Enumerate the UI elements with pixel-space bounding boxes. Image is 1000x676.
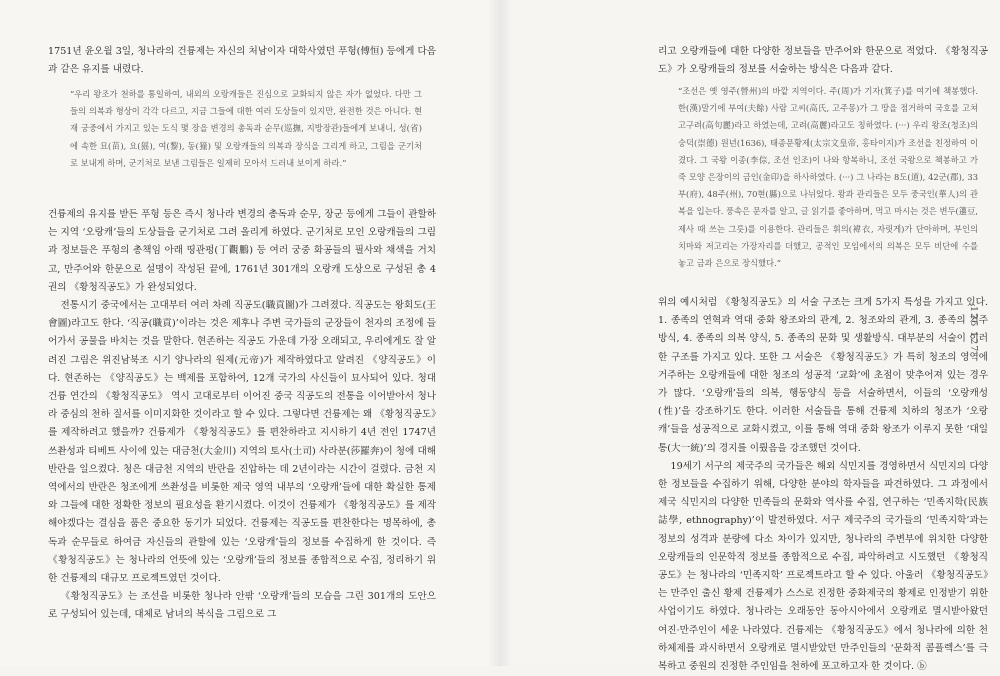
right-intro-text: 리고 오랑캐들에 대한 다양한 정보들을 만주어와 한문으로 적었다. 《황청직공도》가 오랑캐들의 정보를 서술하는 방식은 다음과 같다. [658, 46, 988, 76]
right-paragraph-1: 위의 예시처럼 《황청직공도》의 서술 구조는 크게 5가지 특성을 가지고 있다. 1. 종족의 연혁과 역대 중화 왕조와의 관계, 2. 청조와의 관계, 3. 종족의 거주 방식, 4. 종족의 의복 양식, 5. 종족의 문화 및 생활방식. 대부분의 서술이 이러한 구조를 가지고 있다. 또한 그 서술은 《황청직공도》가 특히 청조의 영역에 거주하는 오랑캐들에 대한 청조의 성공적 ‘교화’에 초점이 맞추어져 있는 경우가 많다. ‘오랑캐’들의 의복, 행동양식 등을 서술하면서, 이들의 ‘오랑캐성(性)’을 강조하기도 한다. 이러한 서술들을 통해 건륭제 치하의 청조가 ‘오랑캐’들을 성공적으로 교화시켰고, 이를 통해 역대 중화 왕조가 이루지 못한 ‘대일통(大一統)’의 경지를 이뤘음을 강조했던 것이다. [658, 297, 988, 454]
left-page [0, 0, 500, 666]
left-intro-text: 1751년 윤오월 3일, 청나라의 건륭제는 자신의 처남이자 대학사였던 푸헝(傅恒) 등에게 다음과 같은 유지를 내렸다. [48, 46, 436, 76]
left-block-quote: “우리 왕조가 천하를 통일하여, 내외의 오랑캐들은 진심으로 교화되지 않은 자가 없었다. 다만 그들의 의복과 형상이 각각 다르고, 지금 그들에 대한 여러 도상들이 있지만, 완전한 것은 아니다. 현재 궁중에서 가지고 있는 도식 몇 장을 변경의 총독과 순무(巡撫, 지방장관)들에게 보내니, 성(省)에 속한 묘(苗), 요(猺), 여(黎), 동(獞) 및 오랑캐들의 의복과 장식을 그리게 하고, 그림을 군기처로 보내게 하며, 군기처로 보낸 그림들은 일제히 모아서 드러내 보이게 하라.” [70, 89, 422, 168]
left-paragraph-2: 전통시기 중국에서는 고대부터 여러 차례 직공도(職貢圖)가 그려졌다. 직공도는 왕회도(王會圖)라고도 한다. ‘직공(職貢)’이라는 것은 제후나 주변 국가들의 군장들이 천자의 조정에 들어가서 공물을 바치는 것을 말한다. 현존하는 직공도 가운데 가장 오래되고, 우리에게도 잘 알려진 그림은 위진남북조 시기 양나라의 원제(元帝)가 제작하였다고 알려진 《양직공도》이다. 현존하는 《양직공도》는 백제를 포함하여, 12개 국가의 사신들이 묘사되어 있다. 청대 건륭 연간의 《황청직공도》 역시 고대로부터 이어진 중국 직공도의 전통을 이어받아서 청나라 중심의 천하 질서를 이미지화한 것이라고 할 수 있다. 그렇다면 건륭제는 왜 《황청직공도》를 제작하려고 했을까? 건륭제가 《황청직공도》를 편찬하라고 지시하기 4년 전인 1747년 쓰촨성과 티베트 사이에 있는 대금천(大金川) 지역의 토사(土司) 사라분(莎羅奔)이 청에 대해 반란을 일으켰다. 청은 대금천 지역의 반란을 진압하는 데 2년이라는 시간이 걸렸다. 금천 지역에서의 반란은 청조에게 쓰촨성을 비롯한 제국 영역 내부의 ‘오랑캐’들에 대한 확실한 통제와 그들에 대한 정확한 정보의 필요성을 환기시켰다. 이것이 건륭제가 《황청직공도》를 제작해야겠다는 결심을 품은 중요한 동기가 되었다. 건륭제는 직공도를 편찬한다는 명목하에, 총독과 순무들로 하여금 자신들의 관할에 있는 ‘오랑캐’들의 정보를 수집하게 한 것이다. 즉 《황청직공도》는 청나라의 언뜻에 있는 ‘오랑캐’들의 정보를 종합적으로 수집, 정리하기 위한 건륭제의 대규모 프로젝트였던 것이다. [48, 300, 436, 585]
left-paragraph-3: 《황청직공도》는 조선을 비롯한 청나라 안팎 ‘오랑캐’들의 모습을 그린 301개의 도안으로 구성되어 있는데, 대체로 남녀의 복식을 그림으로 그 [48, 591, 436, 621]
page-numbers: 126 127 [968, 306, 979, 353]
right-main-text [658, 294, 988, 676]
right-page [500, 0, 1000, 673]
right-intro-paragraph [658, 43, 988, 79]
left-main-text [48, 206, 436, 625]
left-intro-paragraph [48, 43, 436, 79]
left-paragraph-1: 건륭제의 유지를 받든 푸헝 등은 즉시 청나라 변경의 총독과 순무, 장군 등에게 그들이 관할하는 지역 ‘오랑캐’들의 도상들을 군기처로 그려 올리게 하였다. 군기처로 모인 오랑캐들의 그림과 정보들은 푸헝의 총책임 아래 띵관펑(丁觀鵬) 등 여러 궁중 화공들의 필사와 채색을 거치고, 만주어와 한문으로 설명이 작성된 끝에, 1761년 301개의 오랑캐 도상으로 구성된 총 4권의 《황청직공도》가 완성되었다. [48, 209, 436, 293]
book-gutter [488, 0, 512, 666]
right-paragraph-2: 19세기 서구의 제국주의 국가들은 해외 식민지를 경영하면서 식민지의 다양한 정보들을 수집하기 위해, 다양한 분야의 학자들을 파견하였다. 그 과정에서 제국 식민지의 다양한 민족들의 문화와 역사를 수집, 연구하는 ‘민족지학(民族誌學, ethnography)’이 발전하였다. 서구 제국주의 국가들의 ‘민족지학’과는 정보의 성격과 분량에 다소 차이가 있지만, 청나라의 주변부에 위치한 다양한 오랑캐들의 인문학적 정보를 종합적으로 수집, 파악하려고 시도했던 《황청직공도》는 청나라의 ‘민족지학’ 프로젝트라고 할 수 있다. 아울러 《황청직공도》는 만주인 출신 황제 건륭제가 스스로 진정한 중화제국의 황제로 인정받기 위한 사업이기도 하였다. 청나라는 오래동안 동아시아에서 오랑캐로 멸시받아왔던 여진·만주인이 세운 나라였다. 건륭제는 《황청직공도》에서 청나라에 의한 천하체제를 과시하면서 오랑캐로 멸시받았던 만주인들의 ‘문화적 콤플렉스’를 극복하고 중원의 진정한 주인임을 천하에 포고하고자 한 것이다. ⓑ [658, 460, 988, 673]
right-block-quote: “조선은 옛 영주(營州)의 바깥 지역이다. 주(周)가 기자(箕子)를 여기에 책봉했다. 한(漢)말기에 부여(夫餘) 사람 고씨(高氏, 고주몽)가 그 땅을 점거하여 국호를 고쳐 고구려(高句麗)라고 하였는데, 고려(高麗)라고도 칭하였다. (···) 우리 왕조(청조)의 숭덕(崇德) 원년(1636), 태종문황제(太宗文皇帝, 홍타이지)가 조선을 친정하여 이겼다. 그 국왕 이종(李倧, 조선 인조)이 나와 항복하니, 조선 국왕으로 책봉하고 가죽 모양 은장이의 금인(金印)을 하사하였다. (···) 그 나라는 8도(道), 42군(郡), 33부(府), 48주(州), 70현(縣)으로 나뉘었다. 왕과 관리들은 모두 중국인(華人)의 관복을 입는다. 풍속은 문자를 알고, 글 읽기를 좋아하며, 먹고 마시는 것은 변두(籩豆, 제사 때 쓰는 그릇)를 이용한다. 관리들은 휘의(褘衣, 자릿게)가 단아하며, 부인의 치마와 저고리는 가장자리를 더했고, 공적인 모임에서의 의복은 모두 비단에 수를 놓고 금과 은으로 장식했다.” [678, 86, 978, 269]
